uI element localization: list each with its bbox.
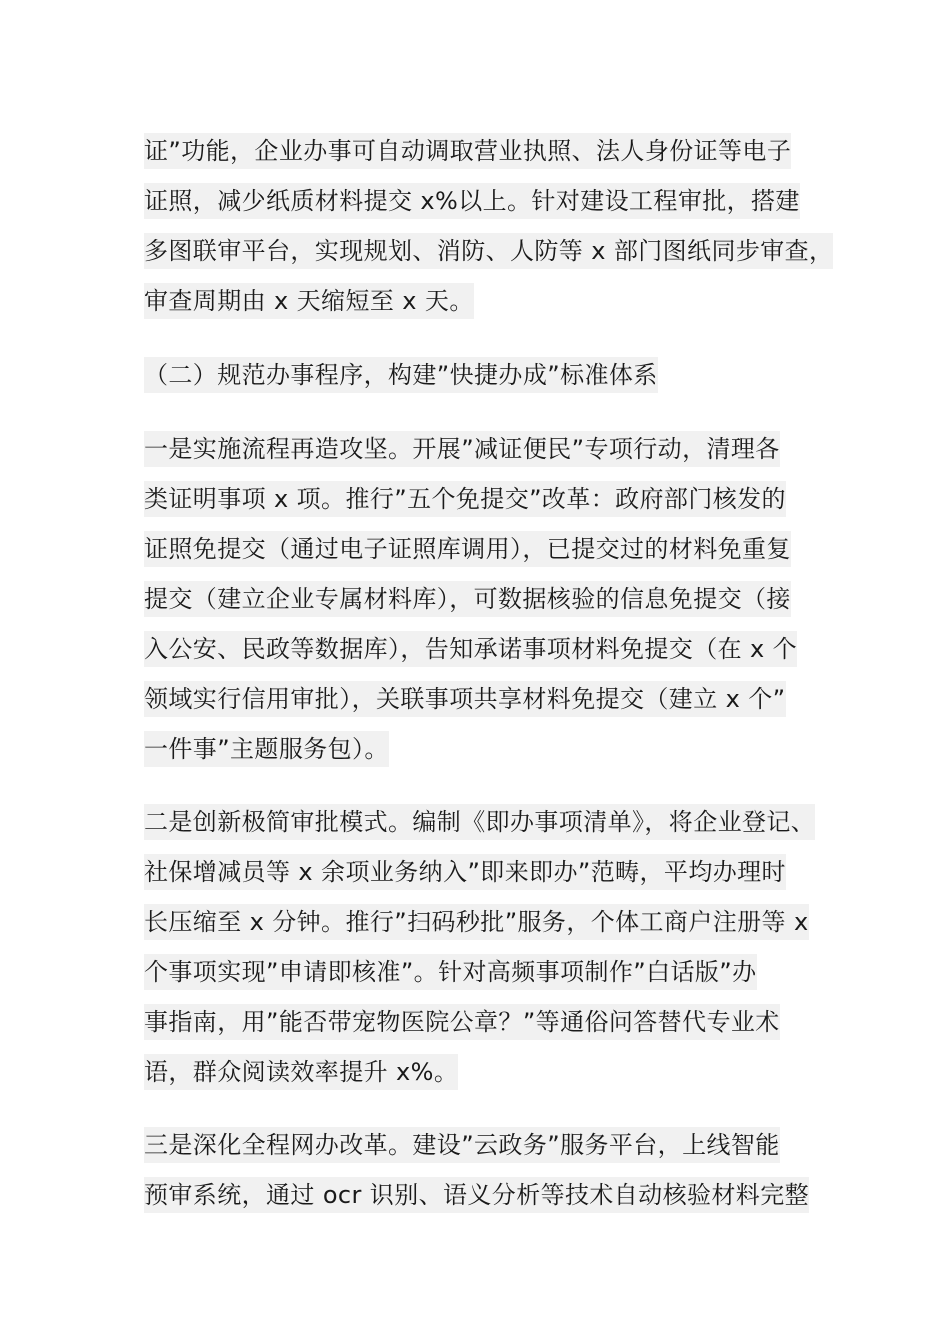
text-line: 入公安、民政等数据库），告知承诺事项材料免提交（在 x 个	[144, 631, 797, 667]
text-line: 证”功能，企业办事可自动调取营业执照、法人身份证等电子	[144, 133, 791, 169]
section-heading	[144, 350, 658, 400]
text-line: 一是实施流程再造攻坚。开展”减证便民”专项行动，清理各	[144, 431, 780, 467]
text-line: 社保增减员等 x 余项业务纳入”即来即办”范畴，平均办理时	[144, 854, 786, 890]
paragraph-process-reengineering	[144, 424, 797, 774]
text-line: 证照免提交（通过电子证照库调用），已提交过的材料免重复	[144, 531, 791, 567]
text-line: 语，群众阅读效率提升 x%。	[144, 1054, 458, 1090]
text-line: 三是深化全程网办改革。建设”云政务”服务平台，上线智能	[144, 1127, 780, 1163]
paragraph-simplified-approval	[144, 797, 815, 1097]
text-line: 事指南，用”能否带宠物医院公章？”等通俗问答替代专业术	[144, 1004, 780, 1040]
heading-line: （二）规范办事程序，构建”快捷办成”标准体系	[144, 357, 658, 393]
text-line: 类证明事项 x 项。推行”五个免提交”改革：政府部门核发的	[144, 481, 786, 517]
text-line: 提交（建立企业专属材料库），可数据核验的信息免提交（接	[144, 581, 791, 617]
text-line: 证照，减少纸质材料提交 x%以上。针对建设工程审批，搭建	[144, 183, 800, 219]
text-line: 一件事”主题服务包）。	[144, 731, 389, 767]
paragraph-continuation	[144, 126, 833, 326]
text-line: 个事项实现”申请即核准”。针对高频事项制作”白话版”办	[144, 954, 757, 990]
text-line: 二是创新极简审批模式。编制《即办事项清单》，将企业登记、	[144, 804, 815, 840]
text-line: 预审系统，通过 ocr 识别、语义分析等技术自动核验材料完整	[144, 1177, 809, 1213]
text-line: 审查周期由 x 天缩短至 x 天。	[144, 283, 474, 319]
text-line: 多图联审平台，实现规划、消防、人防等 x 部门图纸同步审查，	[144, 233, 833, 269]
text-line: 领域实行信用审批），关联事项共享材料免提交（建立 x 个”	[144, 681, 786, 717]
text-line: 长压缩至 x 分钟。推行”扫码秒批”服务，个体工商户注册等 x	[144, 904, 809, 940]
paragraph-online-service	[144, 1120, 809, 1220]
